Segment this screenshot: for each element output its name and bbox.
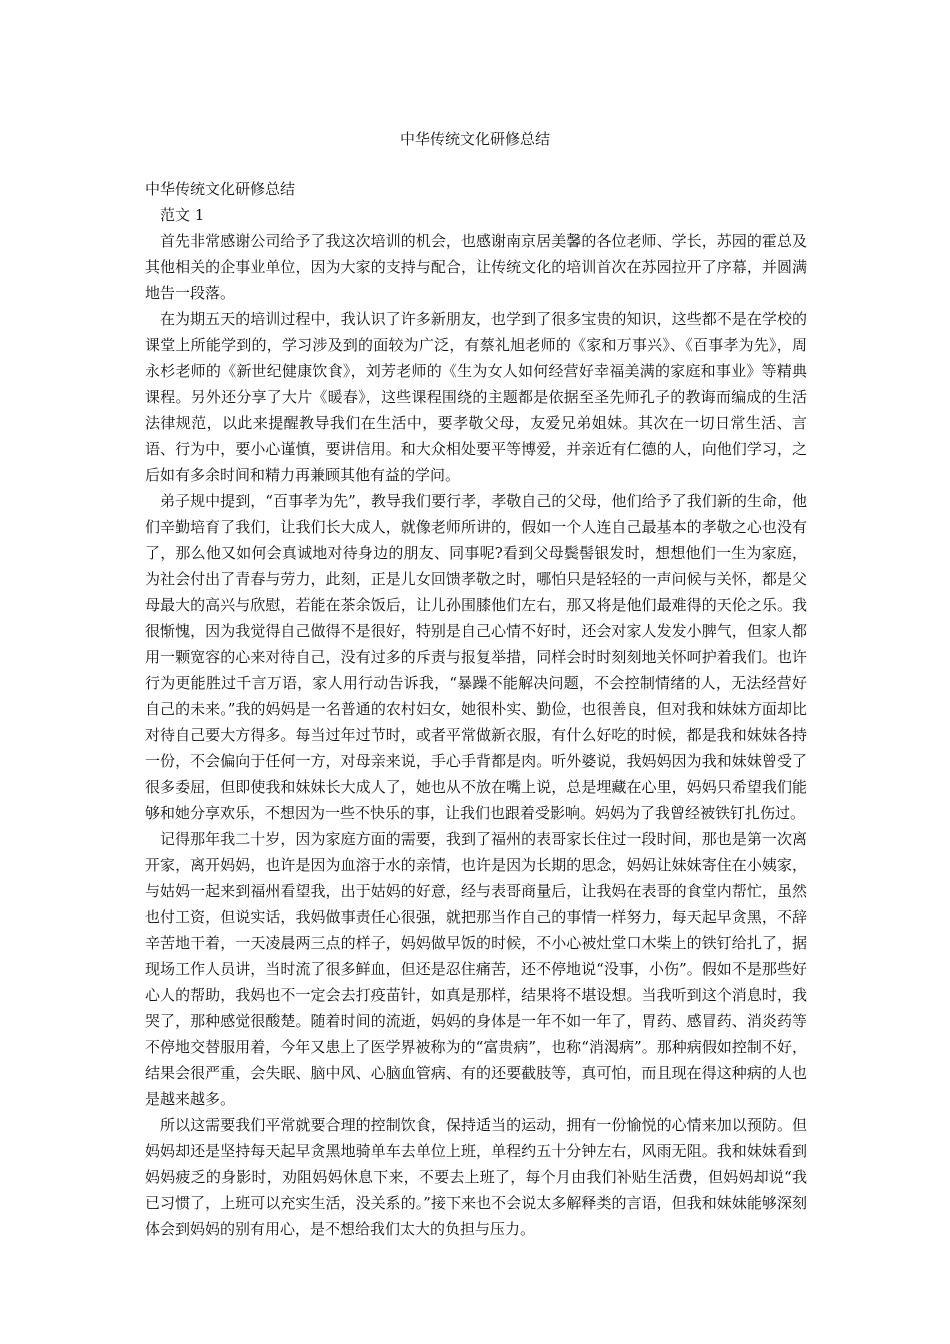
body-paragraph-5: 所以这需要我们平常就要合理的控制饮食，保持适当的运动，拥有一份愉悦的心情来加以预防。但妈妈却还是坚持每天起早贪黑地骑单车去单位上班，单程约五十分钟左右，风雨无阻。我和妹妹看到妈妈疲乏的身影时，劝阻妈妈休息下来，不要去上班了，每个月由我们补贴生活费，但妈妈却说“我已习惯了，上班可以充实生活，没关系的。”接下来也不会说太多解释类的言语，但我和妹妹能够深刻体会到妈妈的别有用心，是不想给我们太大的负担与压力。 [145,1116,807,1238]
document-body [145,176,807,1242]
section-heading: 中华传统文化研修总结 [145,180,296,198]
body-paragraph-1: 首先非常感谢公司给予了我这次培训的机会，也感谢南京居美馨的各位老师、学长，苏园的霍总及其他相关的企事业单位，因为大家的支持与配合，让传统文化的培训首次在苏园拉开了序幕，并圆满地告一段落。 [145,232,807,302]
document-title: 中华传统文化研修总结 [399,130,550,148]
body-paragraph-4: 记得那年我二十岁，因为家庭方面的需要，我到了福州的表哥家长住过一段时间，那也是第一次离开家，离开妈妈，也许是因为血溶于水的亲情，也许是因为长期的思念，妈妈让妹妹寄住在小姨家，与姑妈一起来到福州看望我，出于姑妈的好意，经与表哥商量后，让我妈在表哥的食堂内帮忙，虽然也付工资，但说实话，我妈做事责任心很强，就把那当作自己的事情一样努力，每天起早贪黑，不辞辛苦地干着，一天凌晨两三点的样子，妈妈做早饭的时候，不小心被灶堂口木柴上的铁钉给扎了，据现场工作人员讲，当时流了很多鲜血，但还是忍住痛苦，还不停地说“没事，小伤”。假如不是那些好心人的帮助，我妈也不一定会去打疫苗针，如真是那样，结果将不堪设想。当我听到这个消息时，我哭了，那种感觉很酸楚。随着时间的流逝，妈妈的身体是一年不如一年了，胃药、感冒药、消炎药等不停地交替服用着，今年又患上了医学界被称为的“富贵病”，也称“消渴病”。那种病假如控制不好，结果会很严重，会失眠、脑中风、心脑血管病、有的还要截肢等，真可怕，而且现在得这种病的人也是越来越多。 [145,830,807,1108]
body-paragraph-3: 弟子规中提到，“百事孝为先”，教导我们要行孝，孝敬自己的父母，他们给予了我们新的生命，他们辛勤培育了我们，让我们长大成人，就像老师所讲的，假如一个人连自己最基本的孝敬之心也没有了，那么他又如何会真诚地对待身边的朋友、同事呢?看到父母鬓髻银发时，想想他们一生为家庭，为社会付出了青春与劳力，此刻，正是儿女回馈孝敬之时，哪怕只是轻轻的一声问候与关怀，都是父母最大的高兴与欣慰，若能在茶余饭后，让儿孙围膝他们左右，那又将是他们最难得的天伦之乐。我很惭愧，因为我觉得自己做得不是很好，特别是自己心情不好时，还会对家人发发小脾气，但家人都用一颗宽容的心来对待自己，没有过多的斥责与报复举措，同样会时时刻刻地关怀呵护着我们。也许行为更能胜过千言万语，家人用行动告诉我，“暴躁不能解决问题，不会控制情绪的人，无法经营好自己的未来。”我的妈妈是一名普通的农村妇女，她很朴实、勤俭，也很善良，但对我和妹妹方面却比对待自己要大方得多。每当过年过节时，或者平常做新衣服，有什么好吃的时候，都是我和妹妹各持一份，不会偏向于任何一方，对母亲来说，手心手背都是肉。听外婆说，我妈妈因为我和妹妹曾受了很多委屈，但即使我和妹妹长大成人了，她也从不放在嘴上说，总是埋藏在心里，妈妈只希望我们能够和她分享欢乐，不想因为一些不快乐的事，让我们也跟着受影响。妈妈为了我曾经被铁钉扎伤过。 [145,492,807,822]
sample-label: 范文 1 [160,206,205,224]
body-paragraph-2: 在为期五天的培训过程中，我认识了许多新朋友，也学到了很多宝贵的知识，这些都不是在学校的课堂上所能学到的，学习涉及到的面较为广泛，有蔡礼旭老师的《家和万事兴》、《百事孝为先》，周永杉老师的《新世纪健康饮食》，刘芳老师的《生为女人如何经营好幸福美满的家庭和事业》等精典课程。另外还分享了大片《暖春》，这些课程围绕的主题都是依据至圣先师孔子的教诲而编成的生活法律规范，以此来提醒教导我们在生活中，要孝敬父母，友爱兄弟姐妹。其次在一切日常生活、言语、行为中，要小心谨慎，要讲信用。和大众相处要平等博爱，并亲近有仁德的人，向他们学习，之后如有多余时间和精力再兼顾其他有益的学问。 [145,310,807,484]
